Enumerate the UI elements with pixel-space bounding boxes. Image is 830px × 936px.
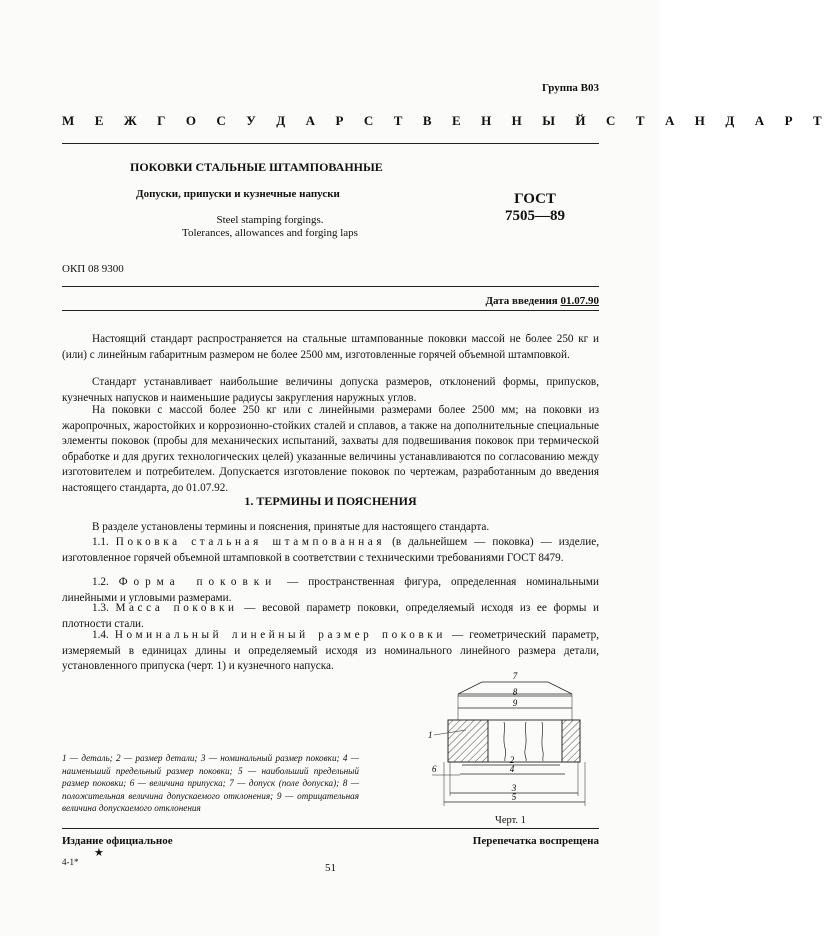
- term-1-number: 1.1.: [92, 536, 109, 548]
- label-9: 9: [512, 698, 518, 708]
- header-rule: [62, 143, 599, 144]
- english-title-line2: Tolerances, allowances and forging laps: [182, 227, 358, 239]
- label-1: 1: [428, 730, 433, 740]
- edition-label: Издание официальное: [62, 835, 173, 847]
- document-subtitle: Допуски, припуски и кузнечные напуски: [136, 188, 340, 200]
- effective-date-value: 01.07.90: [560, 295, 599, 307]
- figure-legend: 1 — деталь; 2 — размер детали; 3 — номинальный размер поковки; 4 — наименьший предельный размер поковки; 5 — наибольший предельный размер поковки; 6 — величина припуска; 7 — допуск (поле допуска); 8 — положительная величина допускаемого отклонения; 9 — отрицательная величина допускаемого отклонения: [62, 753, 359, 814]
- document-title: ПОКОВКИ СТАЛЬНЫЕ ШТАМПОВАННЫЕ: [130, 160, 383, 174]
- dimension-9: [458, 698, 572, 708]
- gost-number: [480, 191, 590, 225]
- section-heading: 1. ТЕРМИНЫ И ПОЯСНЕНИЯ: [244, 494, 417, 508]
- dimension-4: [460, 764, 565, 774]
- intro-paragraph-3: На поковки с массой более 250 кг или с линейными размерами более 2500 мм; на поковки из жаропрочных, жаростойких и коррозионно-стойких сталей и сплавов, а также на дополнительные специальные элементы поковок (пробы для механических испытаний, захваты для подвешивания поковок при термической обработке и для других технологических целей) указанные величины устанавливаются по согласованию между изготовителем и потребителем. Допускается изготовление поковок по чертежам, разработанным до введения настоящего стандарта, до 01.07.92.: [62, 404, 599, 494]
- group-code: Группа В03: [541, 82, 599, 94]
- date-rule: [62, 310, 599, 311]
- label-4: 4: [509, 764, 515, 774]
- english-title: [160, 214, 380, 240]
- term-3-text: — весовой параметр поковки, определяемый исходя из ее формы и плотности стали.: [62, 602, 600, 630]
- term-4-text: — геометрический параметр, измеряемый в единицах длины и определяемый исходя из номинального линейного размера детали, установленного припуска (черт. 1) и кузнечного напуска.: [62, 629, 599, 673]
- star-icon: ★: [94, 847, 104, 859]
- dimension-8: [458, 687, 572, 697]
- term-4-number: 1.4.: [92, 629, 109, 641]
- okp-rule: [62, 286, 599, 287]
- forging-tolerance-diagram: [420, 668, 605, 813]
- section-intro: В разделе установлены термины и пояснения, принятые для настоящего стандарта.: [92, 521, 490, 533]
- footer-rule: [62, 828, 599, 829]
- okp-code: ОКП 08 9300: [62, 263, 124, 275]
- page-number: 51: [325, 862, 336, 874]
- figure-caption: Черт. 1: [495, 815, 526, 826]
- label-2: 2: [509, 755, 515, 765]
- reprint-notice: Перепечатка воспрещена: [472, 835, 599, 847]
- term-1-text: (в дальнейшем — поковка) — изделие, изготовленное горячей объемной штамповкой в соответствии с техническими требованиями ГОСТ 8479.: [62, 536, 600, 564]
- label-3: 3: [511, 783, 517, 793]
- label-6-callout: [432, 764, 460, 775]
- term-3-number: 1.3.: [92, 602, 109, 614]
- term-1: [62, 535, 599, 566]
- term-2-number: 1.2.: [92, 576, 109, 588]
- label-7: 7: [512, 671, 518, 681]
- term-4-name: Номинальный линейный размер поковки: [114, 629, 446, 641]
- effective-date: [485, 295, 599, 307]
- label-5: 5: [511, 792, 517, 802]
- intro-paragraph-1: Настоящий стандарт распространяется на стальные штампованные поковки массой не более 250 кг и (или) с линейным габаритным размером не более 2500 мм, изготовленные горячей объемной штамповкой.: [62, 333, 599, 361]
- english-title-line1: Steel stamping forgings.: [216, 214, 324, 226]
- label-6: 6: [432, 764, 437, 774]
- effective-date-label: Дата введения: [485, 295, 558, 307]
- term-2-name: Форма поковки: [118, 576, 278, 588]
- term-3-name: Масса поковки: [115, 602, 238, 614]
- term-1-name: Поковка стальная штампованная: [115, 536, 386, 548]
- standard-banner: М Е Ж Г О С У Д А Р С Т В Е Н Н Ы Й С Т А Н Д А Р Т: [62, 113, 830, 128]
- gost-code: 7505—89: [505, 208, 565, 224]
- label-8: 8: [512, 687, 518, 697]
- intro-paragraph-2: Стандарт устанавливает наибольшие величины допуска размеров, отклонений формы, припусков, кузнечных напусков и наименьшие радиусы закругления наружных углов.: [62, 376, 599, 404]
- term-2-text: — пространственная фигура, определенная номинальными линейными и угловыми размерами.: [62, 576, 599, 604]
- gost-label: ГОСТ: [514, 191, 556, 207]
- dimension-5: [444, 792, 585, 802]
- print-code: 4-1*: [62, 857, 79, 867]
